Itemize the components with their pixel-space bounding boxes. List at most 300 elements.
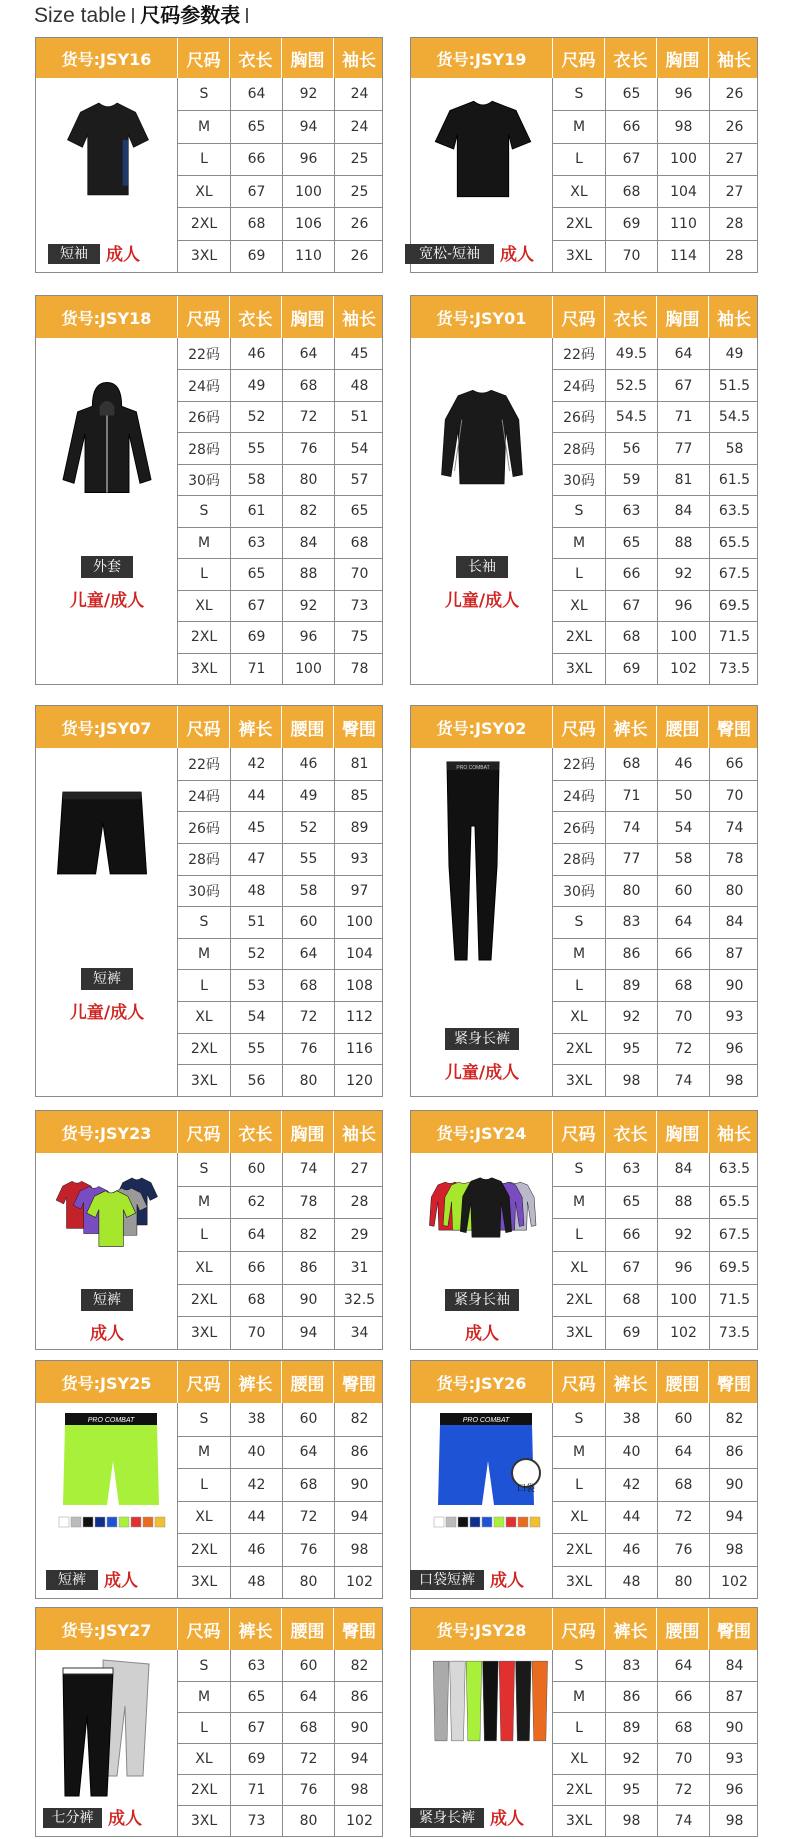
garment-illustration <box>428 1409 548 1533</box>
measurement-cell: 68 <box>657 1469 709 1501</box>
measurement-cell: 64 <box>282 1437 334 1469</box>
audience-label: 儿童/成人 <box>444 591 520 611</box>
size-cell: S <box>574 1161 584 1178</box>
measurement-cell: 62 <box>230 1187 282 1219</box>
measurement-cell: 76 <box>657 1534 709 1566</box>
measurement-cell: 89 <box>605 970 657 1001</box>
column-header: 臀围 <box>342 1374 376 1395</box>
measurement-cell: 83 <box>605 907 657 938</box>
measurement-cell: 49.5 <box>605 338 657 369</box>
measurement-cell: 67 <box>230 1713 282 1743</box>
measurement-cell: 68 <box>657 1713 709 1743</box>
table-row <box>178 1218 382 1251</box>
measurement-cell: 27 <box>709 176 759 207</box>
product-image-cell <box>36 748 178 1096</box>
measurement-cell: 71.5 <box>709 1285 759 1317</box>
size-cell: 30码 <box>563 883 595 900</box>
garment-illustration <box>428 1656 558 1750</box>
measurement-cell: 84 <box>657 496 709 526</box>
product-type-badge: 短裤 <box>81 968 133 990</box>
measurement-cell: 69.5 <box>709 1252 759 1284</box>
measurement-cell: 46 <box>282 748 334 780</box>
size-cell: 2XL <box>565 1541 593 1558</box>
measurement-cell: 74 <box>282 1153 334 1186</box>
measurement-cell: 93 <box>709 1744 759 1774</box>
table-row <box>178 621 382 652</box>
page-title-en: Size table <box>34 4 127 27</box>
measurement-cell: 74 <box>605 812 657 843</box>
table-row <box>553 1743 757 1774</box>
measurement-cell: 70 <box>709 781 759 812</box>
table-row <box>178 338 382 369</box>
measurement-cell: 38 <box>605 1403 657 1436</box>
size-cell: 3XL <box>565 1325 593 1342</box>
measurement-cell: 86 <box>334 1437 384 1469</box>
measurement-cell: 45 <box>334 338 384 369</box>
product-image-cell <box>411 748 553 1096</box>
measurement-cell: 48 <box>334 370 384 400</box>
measurement-cell: 97 <box>334 876 384 907</box>
measurement-cell: 51 <box>334 402 384 432</box>
size-cell: L <box>575 1227 583 1244</box>
product-image-cell <box>36 1153 178 1349</box>
table-row <box>553 110 757 142</box>
measurement-cell: 46 <box>605 1534 657 1566</box>
table-row <box>553 653 757 684</box>
measurement-cell: 69 <box>605 654 657 684</box>
measurement-cell: 40 <box>605 1437 657 1469</box>
size-table <box>410 705 758 1097</box>
measurement-cell: 60 <box>282 1650 334 1681</box>
column-header: 腰围 <box>282 1361 334 1403</box>
measurement-cell: 68 <box>605 176 657 207</box>
measurement-cell: 63 <box>605 1153 657 1186</box>
column-header: 尺码 <box>178 296 230 338</box>
measurement-cell: 67 <box>605 144 657 175</box>
table-row <box>553 401 757 432</box>
table-row <box>553 1001 757 1033</box>
measurement-cell: 83 <box>605 1650 657 1681</box>
size-cell: 2XL <box>565 629 593 646</box>
measurement-cell: 64 <box>230 78 282 110</box>
measurement-cell: 68 <box>230 208 282 239</box>
measurement-cell: 50 <box>657 781 709 812</box>
size-cell: L <box>575 1720 583 1736</box>
table-row <box>553 1033 757 1065</box>
measurement-cell: 80 <box>605 876 657 907</box>
measurement-cell: 67.5 <box>709 1219 759 1251</box>
measurement-cell: 46 <box>657 748 709 780</box>
size-cell: L <box>200 977 208 994</box>
measurement-cell: 60 <box>657 876 709 907</box>
size-cell: XL <box>195 597 213 614</box>
size-cell: XL <box>570 1751 588 1767</box>
table-row <box>178 1650 382 1681</box>
column-header: 袖长 <box>342 309 376 330</box>
table-row <box>178 969 382 1001</box>
table-row <box>178 1533 382 1566</box>
measurement-cell: 77 <box>605 844 657 875</box>
garment-illustration <box>427 1171 547 1265</box>
measurement-cell: 72 <box>282 1002 334 1033</box>
measurement-cell: 90 <box>709 970 759 1001</box>
table-row <box>178 110 382 142</box>
measurement-cell: 102 <box>334 1567 384 1599</box>
measurement-cell: 44 <box>605 1502 657 1534</box>
measurement-cell: 69 <box>230 1744 282 1774</box>
size-cell: XL <box>195 1509 213 1526</box>
size-cell: 24码 <box>563 788 595 805</box>
table-row <box>553 558 757 589</box>
product-type-badge: 紧身长袖 <box>445 1289 519 1311</box>
measurement-cell: 102 <box>657 654 709 684</box>
measurement-cell: 86 <box>605 1682 657 1712</box>
table-row <box>178 240 382 272</box>
size-cell: XL <box>570 1509 588 1526</box>
measurement-cell: 65 <box>230 1682 282 1712</box>
table-row <box>178 843 382 875</box>
size-table <box>410 1110 758 1350</box>
measurement-cell: 69 <box>230 241 282 272</box>
product-image-cell <box>411 1153 553 1349</box>
measurement-cell: 64 <box>282 338 334 369</box>
size-cell: L <box>200 1476 208 1493</box>
measurement-cell: 63.5 <box>709 496 759 526</box>
column-header: 胸围 <box>282 296 334 338</box>
table-row <box>553 1501 757 1534</box>
product-type-badge: 短裤 <box>81 1289 133 1311</box>
audience-label: 成人 <box>500 245 534 265</box>
size-table <box>35 37 383 273</box>
measurement-cell: 48 <box>230 876 282 907</box>
audience-label: 成人 <box>465 1324 499 1344</box>
measurement-cell: 57 <box>334 465 384 495</box>
column-header: 尺码 <box>553 1361 605 1403</box>
measurement-cell: 98 <box>657 111 709 142</box>
size-cell: S <box>199 1657 209 1674</box>
table-row <box>553 1805 757 1836</box>
measurement-cell: 76 <box>282 1034 334 1065</box>
size-cell: 30码 <box>188 883 220 900</box>
measurement-cell: 82 <box>334 1650 384 1681</box>
measurement-cell: 71 <box>657 402 709 432</box>
measurement-cell: 98 <box>709 1806 759 1836</box>
measurement-cell: 65 <box>605 78 657 110</box>
column-header: 衣长 <box>230 1111 282 1153</box>
measurement-cell: 53 <box>230 970 282 1001</box>
measurement-cell: 70 <box>657 1002 709 1033</box>
model-number: 货号:JSY25 <box>36 1361 178 1403</box>
size-cell: XL <box>195 1009 213 1026</box>
measurement-cell: 76 <box>282 433 334 463</box>
measurement-cell: 94 <box>282 111 334 142</box>
table-row <box>178 369 382 400</box>
size-cell: M <box>572 118 586 135</box>
table-row <box>553 843 757 875</box>
measurement-cell: 71.5 <box>709 622 759 652</box>
size-cell: M <box>572 534 586 551</box>
measurement-cell: 72 <box>282 1744 334 1774</box>
measurement-cell: 56 <box>605 433 657 463</box>
measurement-cell: 58 <box>282 876 334 907</box>
size-cell: M <box>197 1194 211 1211</box>
measurement-cell: 71 <box>605 781 657 812</box>
measurement-cell: 89 <box>334 812 384 843</box>
measurement-cell: 64 <box>657 1437 709 1469</box>
measurement-cell: 78 <box>282 1187 334 1219</box>
measurement-cell: 65 <box>230 111 282 142</box>
product-image-cell <box>411 338 553 684</box>
table-row <box>178 1001 382 1033</box>
size-cell: 2XL <box>565 1782 593 1798</box>
column-header: 臀围 <box>717 1621 751 1642</box>
measurement-cell: 100 <box>334 907 384 938</box>
measurement-cell: 64 <box>282 939 334 970</box>
garment-illustration <box>428 84 538 218</box>
measurement-cell: 67 <box>230 591 282 621</box>
measurement-cell: 100 <box>282 654 334 684</box>
measurement-cell: 73.5 <box>709 654 759 684</box>
svg-text:口袋: 口袋 <box>516 1484 536 1494</box>
size-cell: XL <box>195 1751 213 1767</box>
measurement-cell: 80 <box>282 1567 334 1599</box>
column-header: 衣长 <box>230 38 282 78</box>
column-header: 尺码 <box>553 1111 605 1153</box>
measurement-cell: 95 <box>605 1034 657 1065</box>
column-header: 臀围 <box>717 719 751 740</box>
size-cell: M <box>572 1444 586 1461</box>
measurement-cell: 84 <box>709 907 759 938</box>
measurement-cell: 80 <box>282 1806 334 1836</box>
measurement-cell: 60 <box>282 907 334 938</box>
column-header: 尺码 <box>553 706 605 748</box>
measurement-cell: 74 <box>657 1806 709 1836</box>
measurement-cell: 69 <box>605 208 657 239</box>
table-row <box>553 175 757 207</box>
product-image-cell <box>36 1403 178 1598</box>
column-header: 裤长 <box>605 706 657 748</box>
column-header: 袖长 <box>342 50 376 71</box>
measurement-cell: 90 <box>334 1469 384 1501</box>
page-title-cn: 尺码参数表 <box>140 3 241 27</box>
table-row <box>553 1284 757 1317</box>
table-row <box>178 748 382 780</box>
measurement-cell: 59 <box>605 465 657 495</box>
measurement-cell: 80 <box>282 465 334 495</box>
table-header <box>36 296 382 338</box>
table-header <box>36 1608 382 1650</box>
size-table <box>35 1607 383 1837</box>
measurement-cell: 46 <box>230 1534 282 1566</box>
size-cell: 3XL <box>190 1574 218 1591</box>
audience-label: 儿童/成人 <box>69 1003 145 1023</box>
column-header: 腰围 <box>282 706 334 748</box>
size-cell: 24码 <box>563 378 595 395</box>
size-cell: S <box>574 914 584 931</box>
size-cell: 3XL <box>565 1813 593 1829</box>
size-table <box>35 1360 383 1599</box>
size-cell: XL <box>570 597 588 614</box>
table-row <box>178 432 382 463</box>
size-cell: L <box>200 1227 208 1244</box>
size-cell: 3XL <box>190 1813 218 1829</box>
table-row <box>178 1284 382 1317</box>
table-row <box>178 1681 382 1712</box>
measurement-cell: 64 <box>282 1682 334 1712</box>
measurement-cell: 69 <box>605 1317 657 1349</box>
measurement-cell: 102 <box>334 1806 384 1836</box>
measurement-cell: 72 <box>282 1502 334 1534</box>
measurement-cell: 26 <box>709 111 759 142</box>
measurement-cell: 24 <box>334 78 384 110</box>
measurement-cell: 82 <box>334 1403 384 1436</box>
measurement-cell: 96 <box>709 1775 759 1805</box>
size-cell: L <box>200 566 208 583</box>
garment-illustration <box>52 778 152 892</box>
table-row <box>553 1186 757 1219</box>
table-row <box>553 369 757 400</box>
column-header: 尺码 <box>178 38 230 78</box>
table-row <box>178 1153 382 1186</box>
measurement-cell: 81 <box>657 465 709 495</box>
size-cell: 22码 <box>188 346 220 363</box>
size-cell: XL <box>570 1259 588 1276</box>
measurement-cell: 80 <box>282 1065 334 1096</box>
table-row <box>178 1501 382 1534</box>
size-table <box>410 295 758 685</box>
garment-illustration <box>53 1656 163 1810</box>
size-cell: 2XL <box>565 1292 593 1309</box>
size-cell: 2XL <box>190 215 218 232</box>
column-header: 胸围 <box>282 38 334 78</box>
audience-label: 成人 <box>90 1324 124 1344</box>
column-header: 衣长 <box>230 296 282 338</box>
measurement-cell: 86 <box>709 1437 759 1469</box>
measurement-cell: 69.5 <box>709 591 759 621</box>
table-row <box>178 495 382 526</box>
table-row <box>178 175 382 207</box>
measurement-cell: 84 <box>657 1153 709 1186</box>
measurement-cell: 29 <box>334 1219 384 1251</box>
measurement-cell: 51.5 <box>709 370 759 400</box>
svg-text:PRO COMBAT: PRO COMBAT <box>462 1417 510 1424</box>
table-row <box>553 1650 757 1681</box>
table-header <box>411 1361 757 1403</box>
size-cell: 26码 <box>563 820 595 837</box>
column-header: 尺码 <box>553 38 605 78</box>
measurement-cell: 82 <box>709 1403 759 1436</box>
measurement-cell: 96 <box>657 78 709 110</box>
measurement-cell: 70 <box>334 559 384 589</box>
measurement-cell: 66 <box>657 939 709 970</box>
column-header: 尺码 <box>553 1608 605 1650</box>
title-divider <box>132 8 134 23</box>
measurement-cell: 92 <box>605 1002 657 1033</box>
measurement-cell: 58 <box>657 844 709 875</box>
measurement-cell: 92 <box>605 1744 657 1774</box>
measurement-cell: 69 <box>230 622 282 652</box>
measurement-cell: 58 <box>230 465 282 495</box>
measurement-cell: 100 <box>657 622 709 652</box>
size-cell: XL <box>570 1009 588 1026</box>
measurement-cell: 73.5 <box>709 1317 759 1349</box>
table-row <box>553 906 757 938</box>
column-header: 衣长 <box>605 296 657 338</box>
table-row <box>553 207 757 239</box>
measurement-cell: 65 <box>334 496 384 526</box>
measurement-cell: 98 <box>709 1065 759 1096</box>
measurement-cell: 66 <box>230 1252 282 1284</box>
measurement-cell: 114 <box>657 241 709 272</box>
svg-text:PRO COMBAT: PRO COMBAT <box>456 765 490 771</box>
model-number: 货号:JSY18 <box>36 296 178 338</box>
column-header: 臀围 <box>717 1374 751 1395</box>
page-title <box>34 2 254 28</box>
measurement-cell: 68 <box>282 1469 334 1501</box>
table-row <box>553 748 757 780</box>
column-header: 袖长 <box>717 1124 751 1145</box>
table-row <box>553 1403 757 1436</box>
measurement-cell: 90 <box>709 1713 759 1743</box>
measurement-cell: 70 <box>605 241 657 272</box>
measurement-cell: 88 <box>657 1187 709 1219</box>
measurement-cell: 94 <box>334 1502 384 1534</box>
measurement-cell: 66 <box>709 748 759 780</box>
table-row <box>553 938 757 970</box>
measurement-cell: 71 <box>230 1775 282 1805</box>
measurement-cell: 63 <box>230 1650 282 1681</box>
size-cell: 30码 <box>563 473 595 490</box>
measurement-cell: 66 <box>605 1219 657 1251</box>
measurement-cell: 51 <box>230 907 282 938</box>
measurement-cell: 47 <box>230 844 282 875</box>
garment-illustration <box>52 1171 172 1265</box>
measurement-cell: 52 <box>230 939 282 970</box>
measurement-cell: 70 <box>657 1744 709 1774</box>
table-row <box>178 78 382 110</box>
table-row <box>553 338 757 369</box>
measurement-cell: 84 <box>282 528 334 558</box>
measurement-cell: 68 <box>230 1285 282 1317</box>
measurement-cell: 26 <box>334 208 384 239</box>
size-cell: S <box>199 503 209 520</box>
audience-label: 成人 <box>104 1571 138 1591</box>
table-row <box>178 401 382 432</box>
measurement-cell: 56 <box>230 1065 282 1096</box>
measurement-cell: 80 <box>709 876 759 907</box>
model-number: 货号:JSY27 <box>36 1608 178 1650</box>
column-header: 胸围 <box>657 296 709 338</box>
size-cell: 22码 <box>563 756 595 773</box>
size-cell: 2XL <box>190 1041 218 1058</box>
model-number: 货号:JSY24 <box>411 1111 553 1153</box>
garment-illustration <box>52 368 162 522</box>
column-header: 臀围 <box>342 719 376 740</box>
size-cell: S <box>574 1411 584 1428</box>
column-header: 衣长 <box>605 38 657 78</box>
table-row <box>553 1533 757 1566</box>
measurement-cell: 55 <box>230 433 282 463</box>
measurement-cell: 96 <box>282 622 334 652</box>
measurement-cell: 81 <box>334 748 384 780</box>
size-cell: XL <box>195 183 213 200</box>
measurement-cell: 68 <box>282 1713 334 1743</box>
measurement-cell: 90 <box>709 1469 759 1501</box>
svg-text:PRO COMBAT: PRO COMBAT <box>87 1417 135 1424</box>
column-header: 袖长 <box>717 309 751 330</box>
measurement-cell: 85 <box>334 781 384 812</box>
table-row <box>553 1712 757 1743</box>
